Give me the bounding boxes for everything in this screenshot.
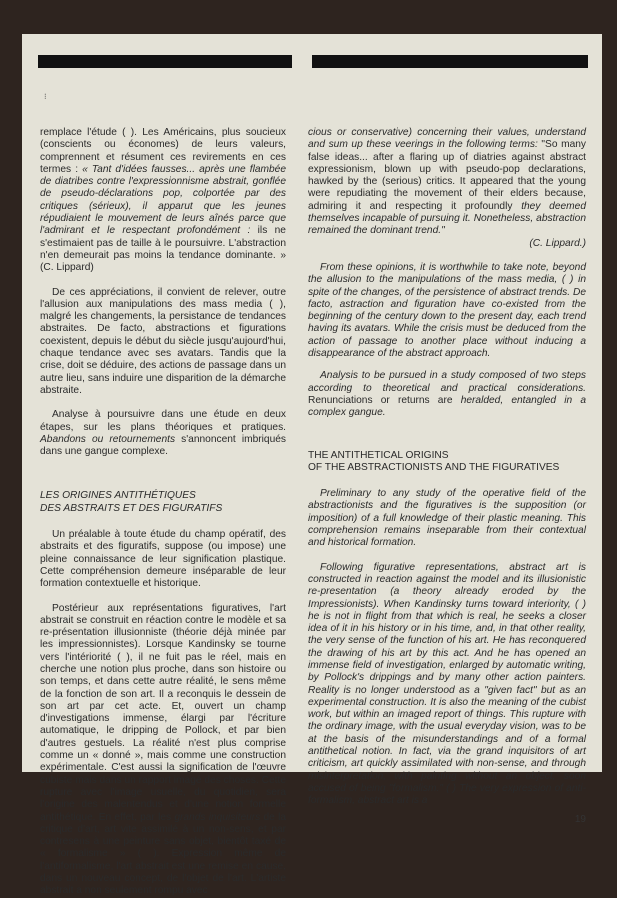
text-segment: De ces appréciations, il convient de relever, outre l'allusion aux manipulations des mass media ( ), malgré les changements, la persistance de tendances abstraites. De facto, abstractions et figurations coexistent, depuis le début du siècle jusqu'aujourd'hui, chaque tendance avec ses avatars. Tandis que la crise, doit se déduire, des actions de passage dans un autre lieu, sans induire une disparition de la démarche abstraite. [40,286,286,396]
text-segment: remplace l'étude ( ). Les Américains, plus soucieux (conscients ou économes) de leurs valeurs, comprennent et résument ces revirements en ces termes : [40,127,286,175]
text-segment: grands inquisiteurs [174,811,261,823]
text-segment: s'annoncent imbriqués dans une gangue complexe. [40,433,287,458]
paragraph [40,127,286,275]
text-segment: OF THE ABSTRACTIONISTS AND THE FIGURATIVES [308,461,560,473]
text-segment: Preliminary to any study of the operative field of the abstractionists and the figuratives is the supposition (or imposition) of a full knowledge of their plastic meaning. This comprehension remains inseparable from their contextual and historical formation. [308,488,586,549]
text-segment: DES ABSTRAITS ET DES FIGURATIFS [40,502,223,514]
paragraph [308,488,586,549]
english-column [308,127,586,826]
text-segment: Analysis to be pursued in a study composed of two steps according to theoretical and practical considerations. [308,370,586,394]
paragraph [40,409,286,458]
text-segment: Abandons ou retournements [40,433,176,445]
paragraph [40,287,286,398]
text-segment: Analyse à poursuivre dans une étude en deux étapes, sur les plans théoriques et pratiques. [40,409,286,433]
paragraph [308,562,586,808]
quote-credit [308,238,586,250]
text-segment: heralded, entangled in a complex gangue. [308,394,586,419]
text-segment: Postérieur aux représentations figuratives, l'art abstrait se construit en réaction contre le modèle et sa re-présentation illusionniste (théorie déjà minée par les impressionnistes). Lorsque Kandinsky se tourne vers l'intériorité ( ), il ne fuit pas le réel, mais en cherche une notion plus proche, dans son histoire ou son temps, et dans cette autre réalité, le sens même de la fonction de son art. Il a reconquis le dessein de son art par cet acte. Et, ouvert un champ d'investigations immense, élargi par l'écriture automatique, le dripping de Pollock, et par bien d'autres gestuels. La réalité n'est plus comprise comme un « donné », mais comme une construction expérimentale. C'est aussi la signification de l'œuvre cubiste mais dans un rapport imagé des choses. Cette rupture avec l'image usuelle, du quotidien, sera l'origine des malentendus et d'une notion formelle antithétique. En effet, par les [40,602,286,823]
french-text [40,127,286,898]
header-bar-left [38,55,292,68]
text-segment: « Tant d'idées fausses... après une flambée de diatribes contre l'expressionnisme abstrait, gonflée de pseudo-déclarations pop, colportée par des critiques (sérieux), il apparut que les jeunes répudiaient le mouvement de leurs aînés parce que l'admirant et le respectant profondément : [40,163,286,237]
english-text [308,127,586,808]
header-bar-right [312,55,588,68]
text-segment: cious or conservative) concerning their values, understand and sum up these veerings in the following terms: [308,127,586,151]
paragraph [40,603,286,898]
page-number: 19 [574,813,586,825]
paragraph [308,262,586,360]
paragraph [40,529,286,590]
text-segment: de la critique d'art, art vite assimilé à un non-sens, et par contresens à une peinture sans objet, bientôt taxé de « formalisme » ( ). Expression même de l'antiformalisme, l'art abstrait est une remise en cause, dans un nouveau concept, de l'objet de l'art. L'artiste abstrait a non seulement rompu avec [40,811,287,897]
text-segment: LES ORIGINES ANTITHÉTIQUES [40,490,196,502]
margin-mark: ⁝ [44,92,47,101]
section-heading [40,490,286,515]
text-segment: Following figurative representations, abstract art is constructed in reaction against the model and its illusionistic re-presentation (a theory already eroded by the Impressionists). When Kandinsky turns toward interiority, ( ) he is not in flight from that which is real, he seeks a closer idea of it in his history or in his time, and, in that other reality, the very sense of the function of his art. He has reconquered the drawing of his art by this act. And he has opened an immense field of investigation, enlarged by automatic writing, by Pollock's drippings and by many other action painters. Reality is no longer understood as a "given fact" but as an experimental construction. It is also the meaning of the cubist work, but within an imaged report of things. This rupture with the ordinary image, with the usual everyday vision, was to be at the basis of the misunderstandings and of a formal antithetical notion. In fact, via the grand inquisitors of art criticism, art quickly assimilated with non-sense, and through misinterpretation, with painting without an object, soon accused of being "formalism." ( ) The very expression of anti-formalism, abstract art is a [308,561,586,807]
text-segment: (C. Lippard.) [529,237,586,249]
text-segment: Un préalable à toute étude du champ opératif, des abstraits et des figuratifs, suppose (ou impose) une pleine connaissance de leur signification plastique. Cette compréhension demeure inséparable de leur formation contextuelle et historique. [40,529,286,590]
paragraph [308,127,586,238]
text-segment: Renunciations or returns are [308,394,461,406]
text-segment: "So many false ideas... after a flaring up of diatries against abstract expressionism, blown up with pseudo-pop declarations, hawked by the (serious) critics. It appeared that the young were repudiating the movement of their elders because, admiring it and respecting it profoundly [308,139,586,212]
text-segment: THE ANTITHETICAL ORIGINS [308,449,449,461]
section-heading [308,450,586,475]
text-segment: From these opinions, it is worthwhile to take note, beyond the allusion to the manipulations of the mass media, ( ) in spite of the changes, of the persistence of abstract trends. De facto, astraction and figuration have co-existed from the beginning of the century down to the present day, each trend having its avatars. While the crisis must be deduced from the action of passage to another place without inducing a disappearance of the abstract approach. [308,261,586,360]
text-segment: ils ne s'estimaient pas de taille à le poursuivre. L'abstraction n'en demeurait pas moins la tendance dominante. » (C. Lippard) [40,225,286,274]
paragraph [308,370,586,419]
text-segment: they deemed themselves incapable of pursuing it. Nonetheless, abstraction remained the dominant trend." [308,200,586,237]
french-column [40,127,286,898]
